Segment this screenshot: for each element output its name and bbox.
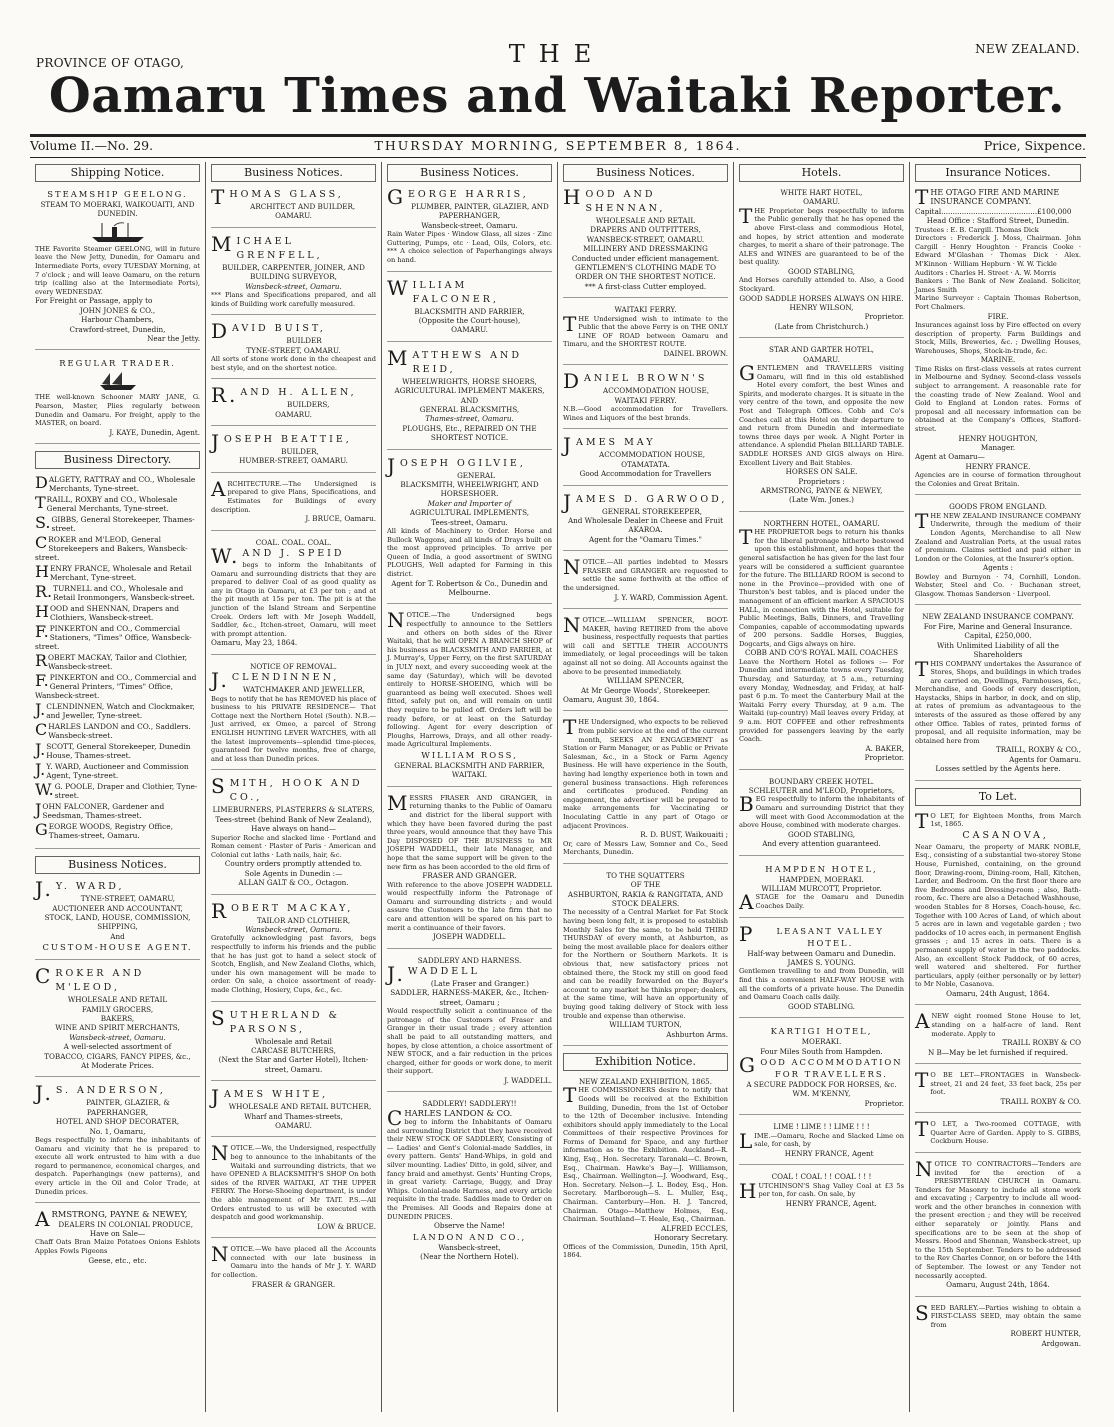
advert-kartigi-hotel: KARTIGI HOTEL, MOERAKI. Four Miles South from Hampden. GOOD ACCOMMODATION FOR TRAVELLERS. A SECURE PADDOCK FOR HORSES, &c. WM. M'KENNY, Proprietor. [739, 1025, 904, 1115]
advert-pleasant-valley-hotel: PLEASANT VALLEY HOTEL. Half-way between Oamaru and Dunedin. JAMES S. YOUNG. Gentlemen travelling to and from Dunedin, will find this a convenient HALF-WAY HOUSE with all the comforts of a private house. The Dunedin and Oamaru Coach calls daily. GOOD STABLING. [739, 925, 904, 1019]
advert-william-falconer: WILLIAM FALCONER, BLACKSMITH AND FARRIER, (Opposite the Court-house), OAMARU. [387, 279, 552, 342]
steamship-icon [88, 221, 148, 243]
advert-frontages-to-let: TO BE LET—FRONTAGES in Wansbeck-street, 21 and 24 feet, 33 feet back, 25s per foot. TRAILL ROXBY & CO. [915, 1071, 1081, 1113]
column-2 [206, 162, 382, 1412]
advert-notice-of-removal: NOTICE OF REMOVAL. J.CLENDINNEN, WATCHMAKER AND JEWELLER, Begs to notify that he has REMOVED his place of business to his PRIVATE RESIDENCE— That Cottage next the Northern Hotel (South). N.B.—Just arrived, ex Omeo, a parcel of Strong ENGLISH HUNTING LEVER WATCHES, with all the latest improvements—splendid time-pieces, guaranteed for twelve months, free of charge, and at less than Dunedin prices. [211, 662, 376, 771]
advert-to-the-squatters: TO THE SQUATTERS OF THE ASHBURTON, RAKIA & RANGITATA, AND STOCK DEALERS. The necessity of a Central Market for Fat Stock having been long felt, it is proposed to establish Monthly Sales for the same, to be held THIRD THURSDAY of every month, at Ashburton, as being the most available place for dealers either for the Northern or Southern Markets. It is obvious that, new satisfactory prices not obtained there, the Stock my still on good feed and can be readily forwarded on the Buyer's account to any market he thinks proper; dealers, at the same time, will have an opportunity of buying good taking delivery of Stock with less trouble and expense than otherwise. WILLIAM TURTON, Ashburton Arms. [563, 871, 728, 1046]
advert-architecture: ARCHITECTURE.—The Undersigned is prepared to give Plans, Specifications, and Estimates for Buildings of every description. J. BRUCE, Oamaru. [211, 480, 376, 531]
advert-hood-shennan: HOOD AND SHENNAN, WHOLESALE AND RETAIL DRAPERS AND OUTFITTERS, WANSBECK-STREET, OAMARU. MILLINERY AND DRESSMAKING Conducted under efficient management. GENTLEMEN'S CLOTHING MADE TO ORDER ON THE SHORTEST NOTICE. *** A first-class Cutter employed. [563, 188, 728, 298]
advert-casanova: TO LET, for Eighteen Months, from March 1st, 1865. CASANOVA, Near Oamaru, the property of MARK NOBLE, Esq., consisting of a substantial two-storey Stone House, Furnished, containing, on the ground floor, Drawing-room, Dining-room, Hall, Kitchen, Larder, and Bedroom. On the first floor there are five Bedrooms and Dressing-room ; also, Bath-room, &c. There are also a Detached Washhouse, wooden Stables for 8 Horses, Coach-house, &c. Together with 100 Acres of Land, of which about 5 acres are in lawn and vegetable garden ; two paddocks of 10 acres each, in permanent English grasses ; and 15 acres in oats. There is a permanent supply of water in the two paddocks. Also, an excellent Stock Paddock, of 60 acres, well watered and sheltered. For further particulars, apply (either personally or by letter) to Mr Noble, Casanova. Oamaru, 24th August, 1864. [915, 812, 1081, 1006]
section-heading-business: Business Notices. [563, 164, 728, 182]
section-heading-business: Business Notices. [387, 164, 552, 182]
advert-nz-exhibition: NEW ZEALAND EXHIBITION, 1865. THE COMMISSIONERS desire to notify that Goods will be received at the Exhibition Building, Dunedin, from the 1st of October to the 12th of December inclusive. Intending exhibitors should apply immediately to the Local Committees of their respective Provinces for Forms of Demand for Space, and any further information as to the Exhibition. Auckland—R. King, Esq., Hon. Secretary. Taranaki—C. Brown, Esq., Chairman. Hawke's Bay—J. Williamson, Esq., Chairman. Wellington—J. Woodward, Esq., Hon. Secretary. Nelson—J. L. Bodey, Esq., Hon. Secretary. Marlborough—S. L. Muller, Esq., Chairman. Canterbury—Hon. H. J. Tancred, Chairman. Otago—Matthew Holmes, Esq., Chairman. Southland—T. Heale, Esq., Chairman. ALFRED ECCLES, Honorary Secretary. Offices of the Commission, Dunedin, 15th April, 1864. [563, 1076, 728, 1260]
directory-entry: J.CLENDINNEN, Watch and Clockmaker, and Jeweller, Tyne-street. [35, 700, 195, 721]
masthead [0, 0, 1114, 150]
advert-robert-mackay: ROBERT MACKAY, TAILOR AND CLOTHIER, Wansbeck-street, Oamaru. Gratefully acknowledging past favors, begs respectfully to inform his friends and the public that he has just got to hand a select stock of Scotch, English, and New Zealand Cloths, which, under his own management will be made to order. On sale, a choice assortment of ready-made Clothing, Hosiery, Cups, &c., &c. [211, 902, 376, 1002]
advert-smith-hook: SMITH, HOOK AND CO., LIMEBURNERS, PLASTERERS & SLATERS, Tees-street (behind Bank of New Zealand), Have always on hand— Superior Roche and slacked lime · Portland and Roman cement · Plaster of Paris · American and Colonial cut laths · Lath nails, hair, &c. Country orders promptly attended to. Sole Agents in Dunedin :— ALLAN GALT & CO., Octagon. [211, 777, 376, 894]
advert-joseph-beattie: JOSEPH BEATTIE, BUILDER, HUMBER-STREET, OAMARU. [211, 433, 376, 473]
columns [30, 162, 1086, 1412]
advert-james-may: JAMES MAY ACCOMMODATION HOUSE, OTAMATATA. Good Accommodation for Travellers [563, 436, 728, 485]
column-4 [558, 162, 734, 1412]
directory-entry: F.PINKERTON and CO., Commercial and General Printers, "Times" Office, Wansbeck-street. [35, 671, 197, 701]
column-3 [382, 162, 558, 1412]
advert-js-anderson: J.S. ANDERSON, PAINTER, GLAZIER, & PAPERHANGER, HOTEL AND SHOP DECORATER, No. 1, Oamaru, Begs respectfully to inform the inhabitants of Oamaru and vicinity that he is prepared to execute all work entrusted to him with a due regard to permanence, economical charges, and despatch. Paperhangings (new patterns), and every article in the Oil and Color Trade, at Dunedin prices. [35, 1084, 200, 1203]
advert-lime: LIME ! LIME ! ! LIME ! ! ! LIME.—Oamaru, Roche and Slacked Lime on sale, for cash, by HENRY FRANCE, Agent [739, 1122, 904, 1165]
advert-william-spencer: NOTICE.—WILLIAM SPENCER, BOOT-MAKER, having RETIRED from the above business, respectfully requests that parties will call and SETTLE THEIR ACCOUNTS immediately, or legal proceedings will be taken against all not so doing. All Accounts against the above to be presented immediately. WILLIAM SPENCER, At Mr George Woods', Storekeeper. Oamaru, August 30, 1864. [563, 616, 728, 711]
masthead-rule-bottom [30, 157, 1086, 158]
advert-daniel-brown: DANIEL BROWN'S ACCOMMODATION HOUSE, WAITAKI FERRY. N.B.—Good accommodation for Travellers. Wines and Liquors of the best brands. [563, 372, 728, 429]
newspaper-title: Oamaru Times and Waitaki Reporter. [48, 68, 1066, 124]
advert-notice-to-contractors: NOTICE TO CONTRACTORS—Tenders are invited for the erection of a PRESBYTERIAN CHURCH in Oamaru. Tenders for Masonry to include all stone work and excavating ; Carpentry to include all wood-work and the other branches in connexion with the present erection ; and they will be received either separately or jointly. Plans and specifications are to be seen at the shop of Messrs. Hood and Shennan, Wansbeck-street, up to the 15th September. Tenders to be addressed to the Rev Charles Connor, on or before the 14th of September. The lowest or any Tender not necessarily accepted. Oamaru, August 24th, 1864. [915, 1160, 1081, 1297]
advert-william-ross: NOTICE.—The Undersigned begs respectfully to announce to the Settlers and others on both sides of the River Waitaki, that he will OPEN A BRANCH SHOP of his business as BLACKSMITH AND FARRIER, at J. Murray's, Upper Ferry, on the first SATURDAY in JULY next, and every succeeding week at the same day (Saturday), which will be devoted entirely to HORSE-SHOEING, which will be guaranteed as being well executed. Shoes well fitted, safely put on, and will remain on until they require to be pulled off. Orders left will be ready before, or at least on the Saturday following. Agent for every description of Ploughs, Harrows, Drays, and all other ready-made Agricultural Implements. WILLIAM ROSS, GENERAL BLACKSMITH AND FARRIER, WAITAKI. [387, 611, 552, 786]
section-heading-business: Business Notices. [35, 856, 200, 874]
advert-seed-barley: SEED BARLEY.—Parties wishing to obtain a FIRST-CLASS SEED, may obtain the same from ROBERT HUNTER, Ardgowan. [915, 1300, 1081, 1348]
directory-entry: HENRY FRANCE, Wholesale and Retail Merchant, Tyne-street. [35, 562, 192, 583]
advert-nz-insurance: NEW ZEALAND INSURANCE COMPANY. For Fire, Marine and General Insurance. Capital, £250,000. With Unlimited Liability of all the Shareholders THIS COMPANY undertakes the Assurance of Stores, Shops, and buildings in which trades are carried on, Dwellings, Farmhouses, &c., Merchandise, and Goods of every description, Haystacks, Ships in harbor, in dock, and on slip, at rates of premium as advantageous to the interests of the assured as those offered by any other Office. Tables of rates, printed forms of proposal, and all requisite information, may be obtained here from TRAILL, ROXBY & CO., Agents for Oamaru. Losses settled by the Agents here. [915, 612, 1081, 780]
directory-entry: F.PINKERTON and CO., Commercial Stationers, "Times" Office, Wansbeck-street. [35, 622, 192, 652]
advert-thomas-glass: THOMAS GLASS, ARCHITECT AND BUILDER, OAMARU. [211, 188, 376, 228]
advert-coal: COAL ! COAL ! ! COAL ! ! ! HUTCHINSON'S Shag Valley Coal at £3 5s per ton, for cash. On sale, by HENRY FRANCE, Agent. [739, 1172, 904, 1208]
section-heading-to-let: To Let. [915, 788, 1081, 806]
issue-date: THURSDAY MORNING, SEPTEMBER 8, 1864. [374, 138, 742, 153]
advert-r-h-allen: R.AND H. ALLEN, BUILDERS, OAMARU. [211, 386, 376, 426]
directory-entry: J.Y. WARD, Auctioneer and Commission Agent, Tyne-street. [35, 760, 189, 781]
dateline [30, 138, 1086, 158]
advert-fraser-granger-waddell: MESSRS FRASER AND GRANGER, in returning thanks to the Public of Oamaru and district for the liberal support with which they have been favored during the past three years, would announce that they have This Day DISPOSED OF THE BUSINESS to MR JOSEPH WADDELL, their late Manager, and hope that the same support will be given to the new firm as has been accorded to the old firm of FRASER AND GRANGER. With reference to the above JOSEPH WADDELL would respectfully inform the Patronage of Oamaru and surrounding districts ; and would assure the Customers to the late firm that no care and attention will be spared on his part to merit a continuance of their favors. JOSEPH WADDELL. [387, 794, 552, 949]
advert-michael-grenfell: MICHAEL GRENFELL, BUILDER, CARPENTER, JOINER, AND BUILDING SURVEYOR, Wansbeck-street, Oamaru. *** Plans and Specifications prepared, and all kinds of Building work carefully measured. [211, 235, 376, 315]
section-heading-business: Business Notices. [211, 164, 376, 182]
section-heading-shipping: Shipping Notice. [35, 164, 200, 182]
province-label: PROVINCE OF OTAGO, [36, 56, 185, 70]
directory-entry: HOOD and SHENNAN, Drapers and Clothiers, Wansbeck-street. [35, 602, 179, 623]
advert-sutherland-parsons: SUTHERLAND & PARSONS, Wholesale and Retail CARCASE BUTCHERS, (Next the Star and Garter Hotel), Itchen-street, Oamaru. [211, 1009, 376, 1082]
advert-boundary-creek-hotel: BOUNDARY CREEK HOTEL. SCHLEUTER and M'LEOD, Proprietors, BEG respectfully to inform the inhabitants of Oamaru and surrounding District that they will meet with Good Accommodation at the above House, combined with moderate charges. GOOD STABLING, And every attention guaranteed. [739, 777, 904, 856]
advert-joseph-ogilvie: JOSEPH OGILVIE, GENERAL BLACKSMITH, WHEELWRIGHT, AND HORSESHOER. Maker and Importer of AGRICULTURAL IMPLEMENTS, Tees-street, Oamaru. All kinds of Machinery to Order. Horse and Bullock Waggons, and all kinds of Drays built on the most approved principles. To arrive per Queen of India, a good assortment of SWING PLOUGHS, Well adapted for Farming in this district. Agent for T. Robertson & Co., Dunedin and Melbourne. [387, 457, 552, 605]
advert-steamship-geelong: STEAMSHIP GEELONG. STEAM TO MOERAKI, WAIKOUAITI, AND DUNEDIN. THE Favorite Steamer GEELONG, will in future leave the New Jetty, Dunedin, for Oamaru and Intermediate Ports, every TUESDAY Morning, at 7 o'clock ; and will leave Oamaru, on the return trip (calling also at the Intermediate Ports), every WEDNESDAY. For Freight or Passage, apply to JOHN JONES & CO., Harbour Chambers, Crawford-street, Dunedin, Near the Jetty. [35, 188, 200, 350]
advert-rd-bust: THE Undersigned, who expects to be relieved from public service at the end of the current month, SEEKS AN ENGAGEMENT as Station or Farm Manager, or as Public or Private Salesman, &c., in a Stock or Farm Agency Business. He will have experience in the South, having had lengthy experience both in town and general business transactions. High references and certificates produced. Pending an engagement, the advertiser will be prepared to make arrangements for Vaccinating or Inoculating Cattle in any part of Otago or adjacent Provinces. R. D. BUST, Waikouaiti ; Or, care of Messrs Law, Somner and Co., Seed Merchants, Dunedin. [563, 718, 728, 863]
schooner-icon [98, 371, 138, 391]
masthead-the: THE [508, 40, 606, 68]
advert-armstrong-payne-newey: ARMSTRONG, PAYNE & NEWEY, DEALERS IN COLONIAL PRODUCE, Have on Sale— Chaff Oats Bran Maize Potatoes Onions Eshlots Apples Fowls Pigeons Geese, etc., etc. [35, 1207, 200, 1265]
directory-entry: GEORGE WOODS, Registry Office, Thames-street, Oamaru. [35, 820, 173, 841]
directory-entry: R.TURNELL and CO., Wholesale and Retail Ironmongers, Wansbeck-street. [35, 582, 195, 603]
directory-entry: J.SCOTT, General Storekeeper, Dunedin House, Thames-street. [35, 740, 191, 761]
advert-david-buist: DAVID BUIST, BUILDER TYNE-STREET, OAMARU. All sorts of stone work done in the cheapest and best style, and on the shortest notice. [211, 322, 376, 379]
advert-fraser-granger-notice: NOTICE.—We have placed all the Accounts connected with our late business in Oamaru into the hands of Mr J. Y. WARD for collection. FRASER & GRANGER. [211, 1242, 376, 1289]
country-label: NEW ZEALAND. [975, 42, 1080, 56]
advert-croker-mleod: CROKER AND M'LEOD, WHOLESALE AND RETAIL FAMILY GROCERS, BAKERS, WINE AND SPIRIT MERCHANTS, Wansbeck-street, Oamaru. A well-selected assortment of TOBACCO, CIGARS, FANCY PIPES, &c., At Moderate Prices. [35, 967, 200, 1077]
advert-low-bruce: NOTICE.—We, the Undersigned, respectfully beg to announce to the inhabitants of the Waitaki and surrounding districts, that we have OPENED A BLACKSMITH'S SHOP On both sides of the RIVER WAITAKI, AT THE UPPER FERRY. The Horse-Shoeing department, is under the able management of Mr TAIT. P.S.—All Orders entrusted to us will be executed with despatch and good workmanship. LOW & BRUCE. [211, 1144, 376, 1238]
advert-charles-landon: SADDLERY! SADDLERY!! CHARLES LANDON & CO. beg to inform the Inhabitants of Oamaru and surrounding District that they have received their NEW STOCK OF SADDLERY, Consisting of— Ladies' and Gent's Colonial-made Saddles, in every pattern. Gents' Hand-Whips, in gold and silver mounting. Ladies' Ditto, in gold, silver, and fancy braid and amethyst. Gents' Hunting Crops, in great variety. Carriage, Buggy, and Dray Whips. Colonial-made Harness, and every article requisite in the trade. Saddles made to Order on the Premises. All Goods and Repairs done at DUNEDIN PRICES. Observe the Name! LANDON AND CO., Wansbeck-street, (Near the Northern Hotel). [387, 1099, 552, 1262]
advert-hampden-hotel: HAMPDEN HOTEL, HAMPDEN, MOERAKI. WILLIAM MURCOTT, Proprietor. ASTAGE for the Oamaru and Dunedin Coaches Daily. [739, 863, 904, 918]
advert-white-hart-hotel: WHITE HART HOTEL, OAMARU. THE Proprietor begs respectfully to inform the Public generally that he has opened the above First-class and commodious Hotel, and hopes, by strict attention and moderate charges, to merit a share of their patronage. The ALES and WINES are guaranteed to be of the best quality. GOOD STABLING, And Horses carefully attended to. Also, a Good Stockyard. GOOD SADDLE HORSES ALWAYS ON HIRE. HENRY WILSON, Proprietor. (Late from Christchurch.) [739, 188, 904, 338]
advert-coal-speid: COAL. COAL. COAL. W.AND J. SPEID begs to inform the Inhabitants of Oamaru and surrounding districts that they are prepared to deliver Coal of as good quality as any in Otago in Oamaru, at £3 per ton ; and at the pit mouth at 15s per ton. The pit is at the junction of the Island Stream and Serpentine Creek. Orders left with Mr Joseph Waddell, Saddler, &c., Itchen-street, Oamaru, will meet with prompt attention. Oamaru, May 23, 1864. [211, 538, 376, 655]
directory-entry: W.G. POOLE, Draper and Clothier, Tyne-street. [35, 780, 198, 801]
advert-waitaki-ferry: WAITAKI FERRY. THE Undersigned wish to intimate to the Public that the above Ferry is on THE ONLY LINE OF ROAD between Oamaru and Timaru, and the SHORTEST ROUTE. DAINEL BROWN. [563, 305, 728, 365]
section-heading-directory: Business Directory. [35, 451, 200, 469]
issue-price: Price, Sixpence. [983, 138, 1086, 153]
advert-matthews-reid: MATTHEWS AND REID, WHEELWRIGHTS, HORSE SHOERS, AGRICULTURAL IMPLEMENT MAKERS, AND GENERAL BLACKSMITHS, Thames-street, Oamaru. PLOUGHS, Etc., REPAIRED ON THE SHORTEST NOTICE. [387, 349, 552, 450]
volume-number: Volume II.—No. 29. [30, 138, 154, 153]
advert-star-garter-hotel: STAR AND GARTER HOTEL, OAMARU. GENTLEMEN and TRAVELLERS visiting Oamaru, will find in this old established Hotel every comfort, the best Wines and Spirits, and moderate charges. It is situate in the very centre of the town, and opposite the new Post and Telegraph Offices. Cobb and Co's Coaches call at this Hotel on their departure to and return from Dunedin and intermediate towns three days per week. A Night Porter in attendance. A splendid Phelan BILLIARD TABLE. SADDLE HORSES AND GIGS always on Hire. Excellent Livery and Bait Stables. HORSES ON SALE. Proprietors : ARMSTRONG, PAYNE & NEWEY, (Late Wm. Jones.) [739, 345, 904, 512]
advert-james-white: JAMES WHITE, WHOLESALE AND RETAIL BUTCHER, Wharf and Thames-streets, OAMARU. [211, 1088, 376, 1137]
directory-entry: TRAILL, ROXBY and CO., Wholesale General Merchants, Tyne-street. [35, 493, 178, 514]
business-directory [35, 475, 200, 849]
advert-stone-house-to-let: ANEW eight roomed Stone House to let, standing on a half-acre of land. Rent moderate. Apply to TRAILL ROXBY & CO N B—May be let furnished if required. [915, 1012, 1081, 1064]
section-heading-exhibition: Exhibition Notice. [563, 1053, 728, 1071]
directory-entry: CHARLES LANDON and CO., Saddlers. Wansbeck-street. [35, 720, 191, 741]
directory-entry: ROBERT MACKAY, Tailor and Clothier, Wansbeck-street. [35, 651, 188, 672]
directory-entry: S.GIBBS, General Storekeeper, Thames-street. [35, 513, 195, 534]
advert-cottage-to-let: TO LET, a Two-roomed COTTAGE, with Quarter Acre of Garden. Apply to S. GIBBS, Cockburn House. [915, 1120, 1081, 1153]
directory-entry: CROKER and M'LEOD, General Storekeepers and Bakers, Wansbeck-street. [35, 533, 188, 563]
advert-james-garwood: JAMES D. GARWOOD, GENERAL STOREKEEPER, And Wholesale Dealer in Cheese and Fruit AKAROA. Agent for the "Oamaru Times." [563, 493, 728, 552]
advert-otago-fire-marine: THE OTAGO FIRE AND MARINE INSURANCE COMPANY. Capital..........................................£100,000 Head Office : Stafford Street, Dunedin. Trustees : E. B. Cargill. Thomas Dick Directors : Frederick J. Moss, Chairman. John Cargill · Henry Houghton · Francis Cooke · Edward M'Glashan · Thomas Dick · Alex. M'Kinnon · William Hepburn · W. W. Tickle Auditors : Charles H. Street · A. W. Morris Bankers : The Bank of New Zealand. Solicitor, James Smith Marine Surveyor : Captain Thomas Robertson, Port Chalmers. FIRE. Insurances against loss by Fire effected on every description of property. Farm Buildings and Stock, Mills, Breweries, &c. ; Dwelling Houses, Warehouses, Shops, Stock-in-trade, &c. MARINE. Time Risks on first-class vessels at rates current in Melbourne and Sydney. Second-class vessels subject to arrangement. A reasonable rate for the coasting trade of New Zealand. Wool and Gold to England at London rates. Forms of proposal and all necessary information can be obtained at the Company's Offices, Stafford-street. HENRY HOUGHTON, Manager. Agent at Oamaru— HENRY FRANCE. Agencies are in course of formation throughout the Colonies and Great Britain. [915, 188, 1081, 495]
advert-notice-jy-ward: NOTICE.—All parties indebted to Messrs FRASER and GRANGER are requested to settle the same forthwith at the office of the undersigned. J. Y. WARD, Commission Agent. [563, 558, 728, 609]
advert-jy-ward: J.Y. WARD, TYNE-STREET, OAMARU, AUCTIONEER AND ACCOUNTANT, STOCK, LAND, HOUSE, COMMISSION, SHIPPING, And CUSTOM-HOUSE AGENT. [35, 880, 200, 960]
advert-goods-from-england: GOODS FROM ENGLAND. THE NEW ZEALAND INSURANCE COMPANY Underwrite, through the medium of their London Agents, Merchandise to all New Zealand and Australian Ports, at the usual rates of premium. Claims settled and paid either in London or the Colonies, at the Insurer's option. Agents : Bowley and Burnyon · 74, Cornhill, London. Webster, Steel and Co. · Buchanan street, Glasgow. Thomas Sanderson · Liverpool. [915, 502, 1081, 605]
column-6 [910, 162, 1086, 1412]
advert-j-waddell-saddlery: SADDLERY AND HARNESS. J.WADDELL (Late Fraser and Granger.) SADDLER, HARNESS-MAKER, &c., Itchen-street, Oamaru ; Would respectfully solicit a continuance of the patronage of the Customers of Fraser and Granger in their usual trade ; every attention shall be paid to all outstanding matters, and hopes, by close attention, a choice assortment of NEW STOCK, and a fair reduction in the prices charged, either for goods or work done, to merit their support. J. WADDELL. [387, 956, 552, 1093]
masthead-rule-top [30, 134, 1086, 137]
directory-entry: JOHN FALCONER, Gardener and Seedsman, Thames-street. [35, 800, 165, 821]
advert-northern-hotel: NORTHERN HOTEL, OAMARU. THE PROPRIETOR begs to return his thanks for the liberal patronage hitherto bestowed upon this establishment, and hopes that the general satisfaction he has given for the last four years will be considered a sufficient guarantee for the future. The BILLIARD ROOM is second to none in the Province—provided with one of Thurston's best tables, and is placed under the management of an efficient marker. A SPACIOUS HALL, in connection with the Hotel, suitable for Public Meetings, Balls, Dinners, and Travelling Companies, capable of accommodating upwards of 200 persons. Saddle Horses, Buggies, Dogcarts, and Gigs always on hire. COBB AND CO'S ROYAL MAIL COACHES Leave the Northern Hotel as follows :— For Dunedin and intermediate towns every Tuesday, Thursday, and Saturday, at 5 a.m., returning every Monday, Wednesday, and Friday, at half-past 6 p.m. To meet the Canterbury Mail at the Waitaki Ferry every Thursday, at 9 a.m. The Waitaki (up-country) Mail leaves every Friday, at 9 a.m. HOT COFFEE and other refreshments provided for passengers leaving by the early Coach. A. BAKER, Proprietor. [739, 519, 904, 770]
directory-entry: DALGETY, RATTRAY and CO., Wholesale Merchants, Tyne-street. [35, 473, 196, 494]
advert-regular-trader: REGULAR TRADER. THE well-known Schooner MARY JANE, G. Pearson, Master, Plies regularly between Dunedin and Oamaru. For freight, apply to the MASTER, on board. J. KAYE, Dunedin, Agent. [35, 357, 200, 444]
advert-george-harris: GEORGE HARRIS, PLUMBER, PAINTER, GLAZIER, AND PAPERHANGER, Wansbeck-street, Oamaru. Rain Water Pipes · Window Glass, all sizes · Zinc Guttering, Pumps, etc · Lead, Oils, Colors, etc. *** A choice selection of Paperhangings always on hand. [387, 188, 552, 272]
section-heading-hotels: Hotels. [739, 164, 904, 182]
section-heading-insurance: Insurance Notices. [915, 164, 1081, 182]
column-5 [734, 162, 910, 1412]
column-1 [30, 162, 206, 1412]
